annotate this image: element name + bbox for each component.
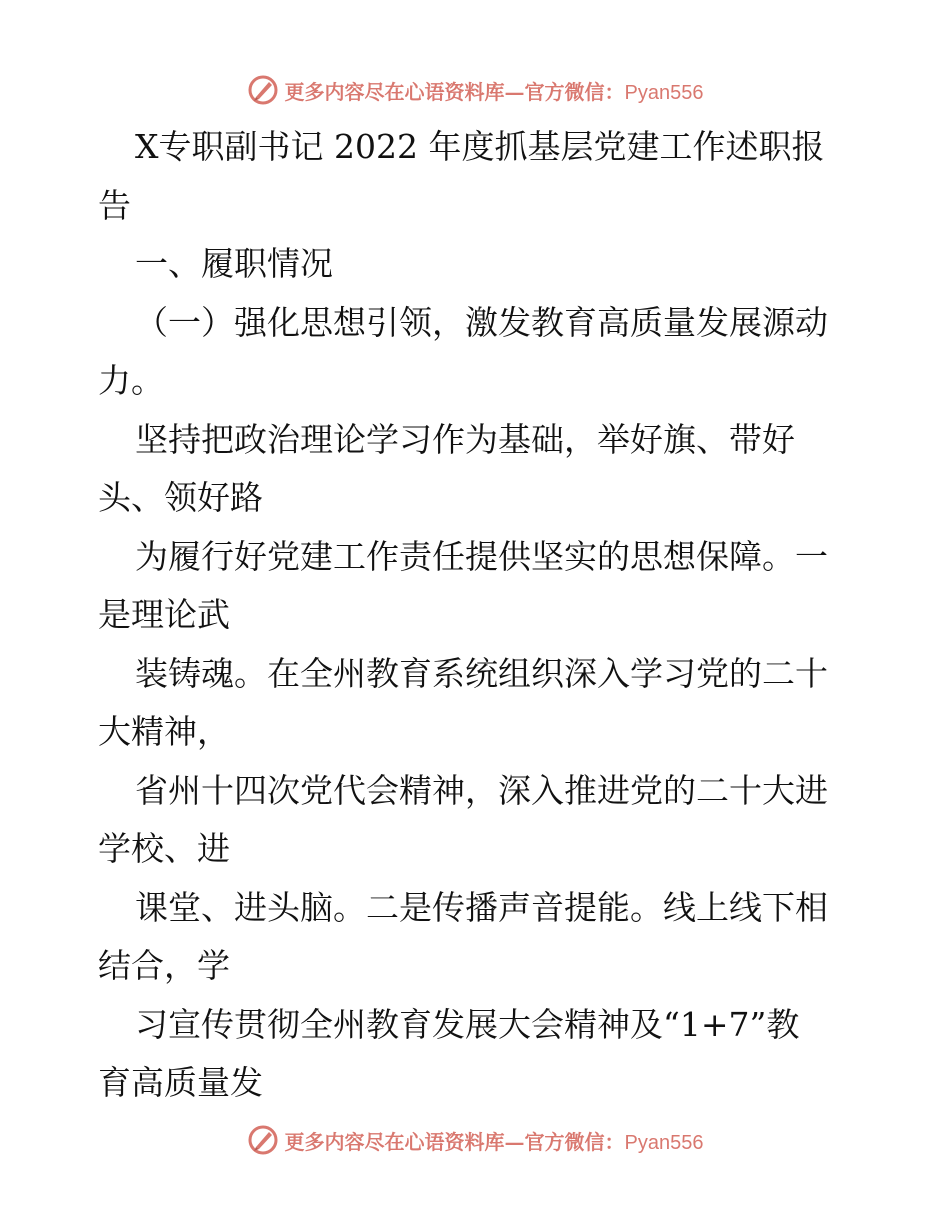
text-line: 头、领好路 xyxy=(98,478,263,517)
pen-logo-icon xyxy=(247,1124,279,1156)
text-line: 结合，学 xyxy=(98,946,230,985)
text-line: 一、履职情况 xyxy=(135,244,333,283)
text-line: 学校、进 xyxy=(98,829,230,868)
text-line: 是理论武 xyxy=(98,595,230,634)
text-line: （一）强化思想引领，激发教育高质量发展源动 xyxy=(135,302,828,342)
text-line: 坚持把政治理论学习作为基础，举好旗、带好 xyxy=(135,419,795,459)
text-line: X专职副书记 2022 年度抓基层党建工作述职报 xyxy=(135,127,825,166)
document-body xyxy=(98,118,858,1113)
text-line: 力。 xyxy=(98,361,164,400)
text-line: 育高质量发 xyxy=(98,1063,263,1102)
text-line: 习宣传贯彻全州教育发展大会精神及“1+7”教 xyxy=(135,1004,800,1044)
watermark-header xyxy=(0,70,950,110)
text-line: 装铸魂。在全州教育系统组织深入学习党的二十 xyxy=(135,653,828,693)
text-line: 大精神， xyxy=(98,712,230,751)
pen-logo-icon xyxy=(247,74,279,106)
watermark-handle: Pyan556 xyxy=(624,1131,704,1154)
text-line: 省州十四次党代会精神，深入推进党的二十大进 xyxy=(135,770,828,810)
watermark-text: 更多内容尽在心语资料库—官方微信：Pyan556 xyxy=(284,1129,704,1154)
watermark-footer xyxy=(0,1120,950,1160)
text-line: 为履行好党建工作责任提供坚实的思想保障。一 xyxy=(135,536,828,576)
text-line: 课堂、进头脑。二是传播声音提能。线上线下相 xyxy=(135,887,828,927)
text-line: 告 xyxy=(98,185,131,225)
watermark-text: 更多内容尽在心语资料库—官方微信：Pyan556 xyxy=(284,79,704,104)
watermark-handle: Pyan556 xyxy=(624,81,704,104)
